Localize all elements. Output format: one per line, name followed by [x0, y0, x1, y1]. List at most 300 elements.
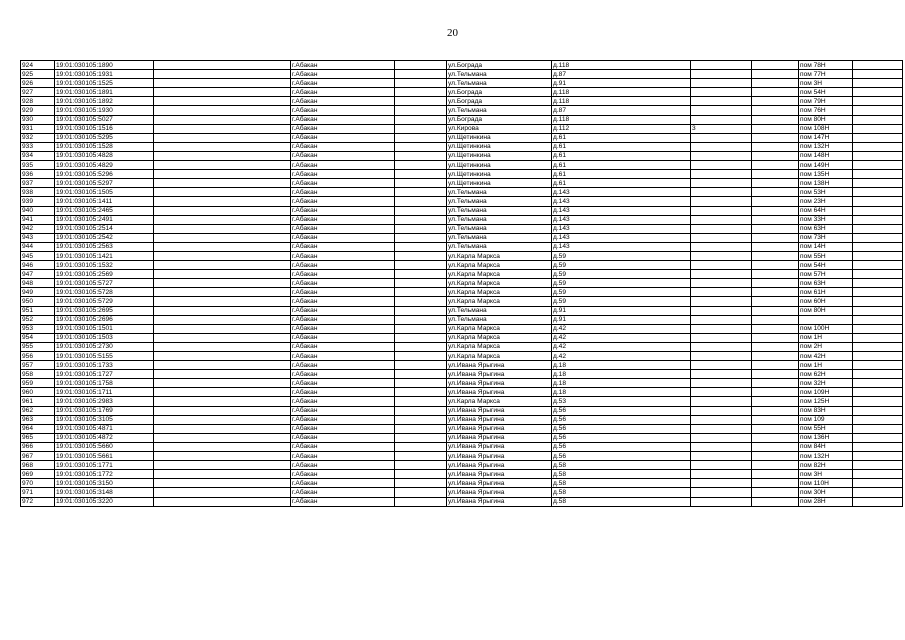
table-cell: ул.Тельмана: [447, 242, 552, 251]
table-cell: 19:01:030105:4829: [55, 161, 154, 170]
table-cell: [691, 379, 752, 388]
table-cell: ул.Бограда: [447, 88, 552, 97]
table-cell: 960: [21, 388, 55, 397]
table-cell: [395, 261, 447, 270]
table-row: [21, 61, 903, 70]
table-row: [21, 251, 903, 260]
table-cell: [853, 397, 903, 406]
table-cell: [752, 197, 799, 206]
table-cell: г.Абакан: [291, 470, 395, 479]
table-cell: 940: [21, 206, 55, 215]
table-cell: [853, 70, 903, 79]
table-cell: [154, 233, 291, 242]
table-cell: пом 1Н: [799, 361, 853, 370]
table-cell: [154, 206, 291, 215]
table-cell: [395, 361, 447, 370]
table-cell: [395, 288, 447, 297]
table-row: [21, 224, 903, 233]
table-cell: [395, 406, 447, 415]
table-cell: 19:01:030105:3148: [55, 488, 154, 497]
table-cell: [853, 142, 903, 151]
table-cell: г.Абакан: [291, 151, 395, 160]
table-cell: [752, 106, 799, 115]
table-cell: ул.Ивана Ярыгина: [447, 379, 552, 388]
table-cell: пом 83Н: [799, 406, 853, 415]
table-cell: пом 63Н: [799, 279, 853, 288]
table-cell: 967: [21, 452, 55, 461]
table-row: [21, 215, 903, 224]
table-cell: г.Абакан: [291, 479, 395, 488]
table-row: [21, 115, 903, 124]
table-cell: [395, 206, 447, 215]
table-cell: [853, 224, 903, 233]
table-cell: г.Абакан: [291, 170, 395, 179]
table-cell: [752, 279, 799, 288]
table-cell: [395, 215, 447, 224]
table-cell: 955: [21, 342, 55, 351]
table-cell: [395, 470, 447, 479]
table-cell: [395, 70, 447, 79]
table-cell: 19:01:030105:5729: [55, 297, 154, 306]
table-cell: [752, 179, 799, 188]
table-cell: д.58: [552, 488, 691, 497]
table-cell: д.143: [552, 188, 691, 197]
table-cell: г.Абакан: [291, 397, 395, 406]
table-cell: д.61: [552, 151, 691, 160]
table-cell: [395, 79, 447, 88]
table-cell: [154, 306, 291, 315]
table-cell: [853, 452, 903, 461]
table-cell: пом 77Н: [799, 70, 853, 79]
table-cell: 19:01:030105:1771: [55, 461, 154, 470]
table-row: [21, 142, 903, 151]
table-cell: 926: [21, 79, 55, 88]
table-cell: ул.Щетинкина: [447, 142, 552, 151]
table-cell: 957: [21, 361, 55, 370]
table-cell: пом 147Н: [799, 133, 853, 142]
table-cell: [395, 224, 447, 233]
table-cell: [752, 61, 799, 70]
table-cell: [154, 215, 291, 224]
table-cell: д.143: [552, 242, 691, 251]
table-cell: 19:01:030105:1516: [55, 124, 154, 133]
table-cell: 924: [21, 61, 55, 70]
table-cell: [395, 242, 447, 251]
table-cell: [691, 433, 752, 442]
table-cell: [691, 315, 752, 324]
table-row: [21, 479, 903, 488]
table-cell: пом 33Н: [799, 215, 853, 224]
table-cell: [691, 397, 752, 406]
table-cell: 19:01:030105:5027: [55, 115, 154, 124]
table-cell: г.Абакан: [291, 133, 395, 142]
table-cell: г.Абакан: [291, 179, 395, 188]
table-cell: пом 62Н: [799, 370, 853, 379]
table-cell: [154, 352, 291, 361]
table-cell: [752, 133, 799, 142]
table-cell: пом 23Н: [799, 197, 853, 206]
table-cell: 19:01:030105:2465: [55, 206, 154, 215]
table-cell: [154, 70, 291, 79]
table-cell: пом 60Н: [799, 297, 853, 306]
table-cell: д.58: [552, 479, 691, 488]
table-cell: г.Абакан: [291, 461, 395, 470]
table-row: [21, 406, 903, 415]
table-row: [21, 415, 903, 424]
table-cell: ул.Ивана Ярыгина: [447, 406, 552, 415]
table-cell: 939: [21, 197, 55, 206]
table-cell: 19:01:030105:1931: [55, 70, 154, 79]
table-cell: [853, 315, 903, 324]
table-cell: [154, 361, 291, 370]
table-cell: [752, 315, 799, 324]
table-cell: [853, 379, 903, 388]
table-cell: 19:01:030105:1421: [55, 251, 154, 260]
table-cell: 971: [21, 488, 55, 497]
table-cell: [752, 433, 799, 442]
table-cell: [752, 324, 799, 333]
table-cell: [154, 406, 291, 415]
table-cell: [154, 333, 291, 342]
table-cell: [691, 424, 752, 433]
table-cell: ул.Тельмана: [447, 79, 552, 88]
table-cell: [154, 261, 291, 270]
table-cell: [395, 124, 447, 133]
table-cell: д.143: [552, 197, 691, 206]
table-cell: [752, 370, 799, 379]
table-cell: 931: [21, 124, 55, 133]
table-cell: ул.Бограда: [447, 97, 552, 106]
table-cell: пом 14Н: [799, 242, 853, 251]
table-cell: г.Абакан: [291, 497, 395, 506]
table-cell: [395, 324, 447, 333]
table-cell: [691, 388, 752, 397]
table-cell: 964: [21, 424, 55, 433]
table-cell: ул.Кирова: [447, 124, 552, 133]
table-cell: ул.Щетинкина: [447, 161, 552, 170]
table-cell: г.Абакан: [291, 261, 395, 270]
table-cell: 972: [21, 497, 55, 506]
table-cell: 958: [21, 370, 55, 379]
table-row: [21, 361, 903, 370]
table-cell: 930: [21, 115, 55, 124]
table-cell: [853, 370, 903, 379]
table-cell: 19:01:030105:1890: [55, 61, 154, 70]
table-cell: [154, 461, 291, 470]
table-cell: 942: [21, 224, 55, 233]
table-cell: д.56: [552, 415, 691, 424]
table-cell: пом 28Н: [799, 497, 853, 506]
table-cell: 951: [21, 306, 55, 315]
table-cell: пом 76Н: [799, 106, 853, 115]
table-cell: д.143: [552, 206, 691, 215]
table-cell: [395, 442, 447, 451]
table-cell: [691, 306, 752, 315]
table-cell: 952: [21, 315, 55, 324]
table-cell: 19:01:030105:2491: [55, 215, 154, 224]
table-cell: 19:01:030105:5296: [55, 170, 154, 179]
table-cell: [853, 106, 903, 115]
table-cell: г.Абакан: [291, 124, 395, 133]
table-cell: 19:01:030105:2514: [55, 224, 154, 233]
table-cell: пом 149Н: [799, 161, 853, 170]
table-cell: д.18: [552, 370, 691, 379]
table-cell: 19:01:030105:1892: [55, 97, 154, 106]
table-cell: [154, 433, 291, 442]
table-cell: 945: [21, 251, 55, 260]
table-cell: [691, 342, 752, 351]
table-cell: 19:01:030105:1727: [55, 370, 154, 379]
table-cell: [853, 261, 903, 270]
table-cell: д.42: [552, 342, 691, 351]
table-cell: [395, 279, 447, 288]
table-cell: д.118: [552, 88, 691, 97]
table-cell: [752, 442, 799, 451]
table-cell: [691, 479, 752, 488]
table-row: [21, 452, 903, 461]
table-row: [21, 206, 903, 215]
table-cell: [853, 361, 903, 370]
table-cell: 929: [21, 106, 55, 115]
table-cell: [395, 161, 447, 170]
table-cell: [154, 170, 291, 179]
table-cell: ул.Карла Маркса: [447, 270, 552, 279]
table-cell: ул.Бограда: [447, 61, 552, 70]
table-cell: 19:01:030105:1525: [55, 79, 154, 88]
table-cell: [691, 142, 752, 151]
table-cell: [853, 79, 903, 88]
table-row: [21, 324, 903, 333]
table-cell: [853, 115, 903, 124]
table-cell: [395, 397, 447, 406]
table-cell: д.56: [552, 452, 691, 461]
table-cell: 19:01:030105:5728: [55, 288, 154, 297]
table-cell: г.Абакан: [291, 442, 395, 451]
table-cell: г.Абакан: [291, 70, 395, 79]
table-cell: пом 125Н: [799, 397, 853, 406]
table-cell: пом 3Н: [799, 79, 853, 88]
table-cell: д.18: [552, 388, 691, 397]
table-row: [21, 442, 903, 451]
table-cell: [853, 151, 903, 160]
table-cell: д.91: [552, 79, 691, 88]
table-cell: 19:01:030105:2695: [55, 306, 154, 315]
table-cell: пом 132Н: [799, 452, 853, 461]
table-cell: ул.Тельмана: [447, 233, 552, 242]
table-cell: [691, 297, 752, 306]
table-cell: [752, 497, 799, 506]
table-cell: [853, 324, 903, 333]
table-row: [21, 397, 903, 406]
table-cell: пом 100Н: [799, 324, 853, 333]
table-cell: [853, 170, 903, 179]
table-cell: 19:01:030105:1532: [55, 261, 154, 270]
table-cell: [395, 142, 447, 151]
table-row: [21, 151, 903, 160]
table-cell: д.59: [552, 251, 691, 260]
table-cell: 19:01:030105:2542: [55, 233, 154, 242]
table-cell: 19:01:030105:5155: [55, 352, 154, 361]
table-cell: 925: [21, 70, 55, 79]
table-cell: ул.Ивана Ярыгина: [447, 479, 552, 488]
table-cell: ул.Карла Маркса: [447, 352, 552, 361]
table-cell: [853, 497, 903, 506]
table-cell: [154, 251, 291, 260]
table-cell: [752, 79, 799, 88]
table-cell: пом 1Н: [799, 333, 853, 342]
table-cell: [154, 497, 291, 506]
table-row: [21, 433, 903, 442]
table-cell: [691, 352, 752, 361]
table-cell: [691, 233, 752, 242]
table-row: [21, 179, 903, 188]
table-cell: [154, 442, 291, 451]
table-cell: [154, 370, 291, 379]
table-cell: [752, 333, 799, 342]
table-cell: [752, 406, 799, 415]
table-cell: [752, 161, 799, 170]
table-cell: д.18: [552, 379, 691, 388]
table-cell: [853, 406, 903, 415]
table-cell: д.143: [552, 215, 691, 224]
table-cell: 19:01:030105:2569: [55, 270, 154, 279]
table-cell: [154, 470, 291, 479]
table-cell: д.58: [552, 461, 691, 470]
table-cell: пом 109: [799, 415, 853, 424]
table-cell: г.Абакан: [291, 370, 395, 379]
table-row: [21, 315, 903, 324]
table-cell: 941: [21, 215, 55, 224]
table-cell: [395, 461, 447, 470]
table-cell: ул.Карла Маркса: [447, 397, 552, 406]
table-cell: [752, 261, 799, 270]
table-cell: [691, 61, 752, 70]
table-row: [21, 306, 903, 315]
table-cell: [752, 452, 799, 461]
table-cell: 936: [21, 170, 55, 179]
table-cell: пом 54Н: [799, 88, 853, 97]
table-cell: [154, 452, 291, 461]
table-cell: [395, 133, 447, 142]
table-cell: [853, 442, 903, 451]
table-cell: [752, 224, 799, 233]
table-cell: ул.Ивана Ярыгина: [447, 442, 552, 451]
table-cell: [154, 324, 291, 333]
table-cell: пом 78Н: [799, 61, 853, 70]
table-cell: [395, 233, 447, 242]
table-cell: [691, 88, 752, 97]
table-cell: ул.Карла Маркса: [447, 324, 552, 333]
table-cell: ул.Карла Маркса: [447, 333, 552, 342]
table-cell: ул.Карла Маркса: [447, 251, 552, 260]
table-cell: [853, 133, 903, 142]
table-cell: 19:01:030105:1528: [55, 142, 154, 151]
table-cell: 19:01:030105:1930: [55, 106, 154, 115]
table-cell: д.56: [552, 433, 691, 442]
table-cell: [853, 188, 903, 197]
table-cell: г.Абакан: [291, 79, 395, 88]
table-cell: д.61: [552, 133, 691, 142]
table-cell: [154, 242, 291, 251]
table-cell: ул.Ивана Ярыгина: [447, 452, 552, 461]
table-cell: [752, 151, 799, 160]
table-row: [21, 97, 903, 106]
table-cell: пом 108Н: [799, 124, 853, 133]
table-cell: 19:01:030105:1772: [55, 470, 154, 479]
table-cell: [752, 461, 799, 470]
table-row: [21, 79, 903, 88]
table-cell: [691, 415, 752, 424]
table-cell: 932: [21, 133, 55, 142]
table-cell: г.Абакан: [291, 379, 395, 388]
table-cell: 19:01:030105:1733: [55, 361, 154, 370]
table-cell: 19:01:030105:1711: [55, 388, 154, 397]
table-cell: 959: [21, 379, 55, 388]
table-cell: [691, 461, 752, 470]
table-cell: г.Абакан: [291, 251, 395, 260]
table-cell: [752, 188, 799, 197]
table-cell: 19:01:030105:3105: [55, 415, 154, 424]
table-cell: [691, 488, 752, 497]
table-cell: пом 54Н: [799, 261, 853, 270]
table-cell: 19:01:030105:1758: [55, 379, 154, 388]
table-cell: 19:01:030105:1769: [55, 406, 154, 415]
table-cell: г.Абакан: [291, 433, 395, 442]
table-cell: [853, 424, 903, 433]
table-cell: г.Абакан: [291, 97, 395, 106]
table-cell: г.Абакан: [291, 342, 395, 351]
table-cell: [853, 488, 903, 497]
table-cell: [752, 397, 799, 406]
table-cell: [395, 452, 447, 461]
table-row: [21, 279, 903, 288]
table-cell: 935: [21, 161, 55, 170]
table-cell: ул.Тельмана: [447, 306, 552, 315]
table-cell: [752, 352, 799, 361]
table-cell: [154, 270, 291, 279]
table-cell: [752, 424, 799, 433]
table-row: [21, 170, 903, 179]
table-cell: ул.Тельмана: [447, 70, 552, 79]
table-cell: [691, 324, 752, 333]
table-row: [21, 333, 903, 342]
table-row: [21, 352, 903, 361]
table-cell: д.91: [552, 306, 691, 315]
table-cell: [752, 97, 799, 106]
table-cell: г.Абакан: [291, 224, 395, 233]
table-cell: 19:01:030105:1505: [55, 188, 154, 197]
table-cell: 19:01:030105:4828: [55, 151, 154, 160]
table-cell: [154, 151, 291, 160]
table-cell: [395, 61, 447, 70]
table-cell: д.112: [552, 124, 691, 133]
table-cell: [853, 206, 903, 215]
table-cell: 938: [21, 188, 55, 197]
table-cell: 19:01:030105:4871: [55, 424, 154, 433]
table-cell: [752, 70, 799, 79]
table-cell: [395, 297, 447, 306]
table-cell: ул.Тельмана: [447, 215, 552, 224]
table-cell: г.Абакан: [291, 333, 395, 342]
table-cell: [154, 106, 291, 115]
table-cell: пом 132Н: [799, 142, 853, 151]
table-cell: [691, 497, 752, 506]
table-cell: [853, 352, 903, 361]
table-row: [21, 461, 903, 470]
table-cell: ул.Ивана Ярыгина: [447, 361, 552, 370]
table-cell: пом 32Н: [799, 379, 853, 388]
table-cell: [853, 197, 903, 206]
